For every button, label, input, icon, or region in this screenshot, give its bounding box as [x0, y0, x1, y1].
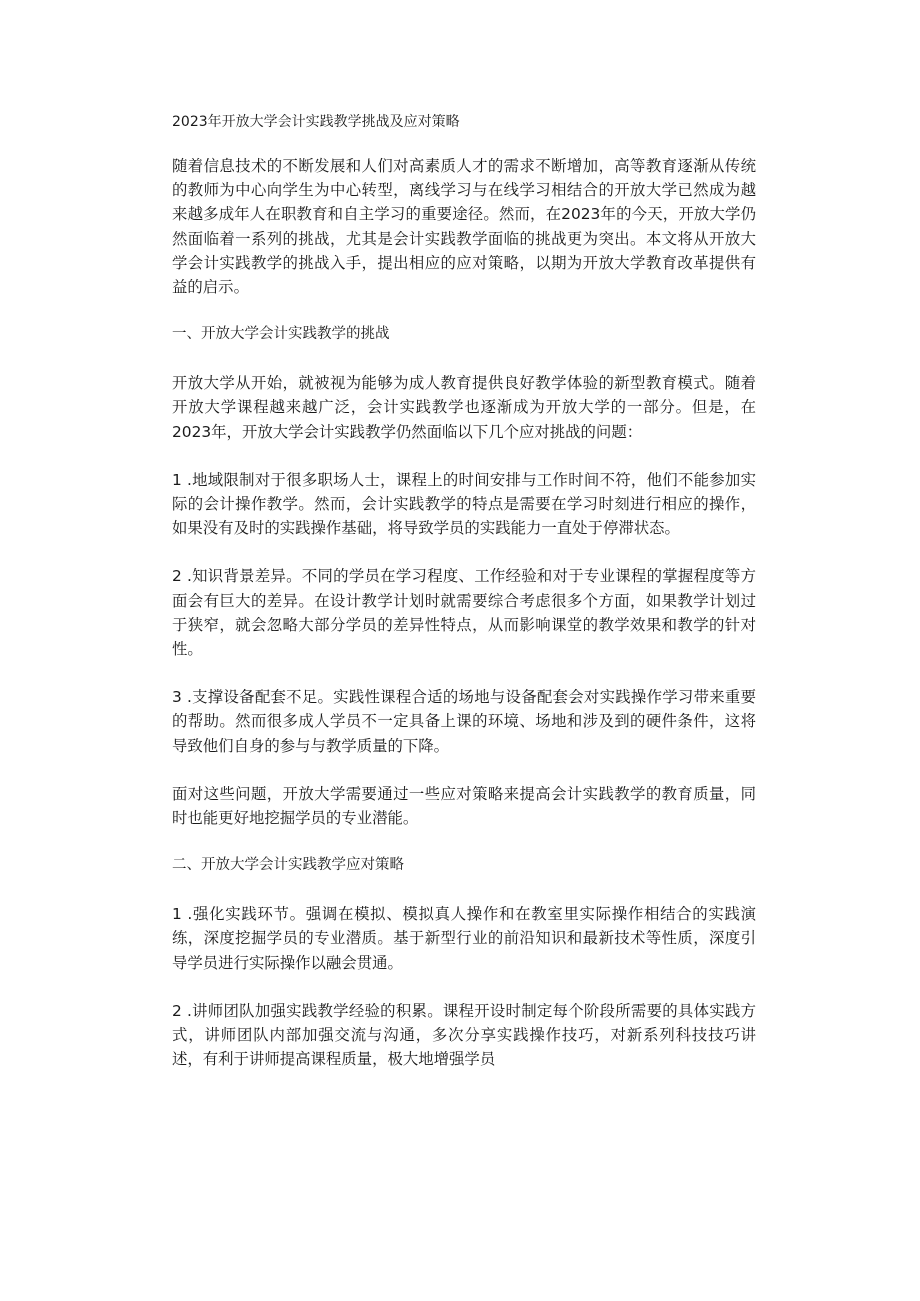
document-title: 2023年开放大学会计实践教学挑战及应对策略 — [172, 114, 460, 130]
section-1-heading: 一、开放大学会计实践教学的挑战 — [172, 326, 390, 343]
challenge-item-2: 2 .知识背景差异。不同的学员在学习程度、工作经验和对于专业课程的掌握程度等方面会有巨大的差异。在设计教学计划时就需要综合考虑很多个方面，如果教学计划过于狭窄，就会忽略大部分学员的差异性特点，从而影响课堂的教学效果和教学的针对性。 — [172, 567, 756, 659]
strategy-item-2: 2 .讲师团队加强实践教学经验的积累。课程开设时制定每个阶段所需要的具体实践方式，讲师团队内部加强交流与沟通，多次分享实践操作技巧，对新系列科技技巧讲述，有利于讲师提高课程质量，极大地增强学员 — [172, 1001, 756, 1069]
challenge-item-3: 3 .支撑设备配套不足。实践性课程合适的场地与设备配套会对实践操作学习带来重要的帮助。然而很多成人学员不一定具备上课的环境、场地和涉及到的硬件条件，这将导致他们自身的参与与教学质量的下降。 — [172, 688, 756, 755]
section-2-heading: 二、开放大学会计实践教学应对策略 — [172, 857, 404, 874]
strategy-item-1: 1 .强化实践环节。强调在模拟、模拟真人操作和在教室里实际操作相结合的实践演练，深度挖掘学员的专业潜质。基于新型行业的前沿知识和最新技术等性质，深度引导学员进行实际操作以融会贯通。 — [172, 905, 756, 972]
document-page — [172, 112, 756, 1095]
intro-paragraph: 随着信息技术的不断发展和人们对高素质人才的需求不断增加，高等教育逐渐从传统的教师为中心向学生为中心转型，离线学习与在线学习相结合的开放大学已然成为越来越多成年人在职教育和自主学习的重要途径。然而，在2023年的今天，开放大学仍然面临着一系列的挑战，尤其是会计实践教学面临的挑战更为突出。本文将从开放大学会计实践教学的挑战入手，提出相应的应对策略，以期为开放大学教育改革提供有益的启示。 — [172, 157, 756, 297]
challenge-item-1: 1 .地域限制对于很多职场人士，课程上的时间安排与工作时间不符，他们不能参加实际的会计操作教学。然而，会计实践教学的特点是需要在学习时刻进行相应的操作，如果没有及时的实践操作基础，将导致学员的实践能力一直处于停滞状态。 — [172, 470, 756, 538]
section-1-conclusion-paragraph: 面对这些问题，开放大学需要通过一些应对策略来提高会计实践教学的教育质量，同时也能更好地挖掘学员的专业潜能。 — [172, 784, 756, 828]
section-1-lead-paragraph: 开放大学从开始，就被视为能够为成人教育提供良好教学体验的新型教育模式。随着开放大学课程越来越广泛，会计实践教学也逐渐成为开放大学的一部分。但是，在2023年，开放大学会计实践教学仍然面临以下几个应对挑战的问题： — [172, 374, 756, 441]
